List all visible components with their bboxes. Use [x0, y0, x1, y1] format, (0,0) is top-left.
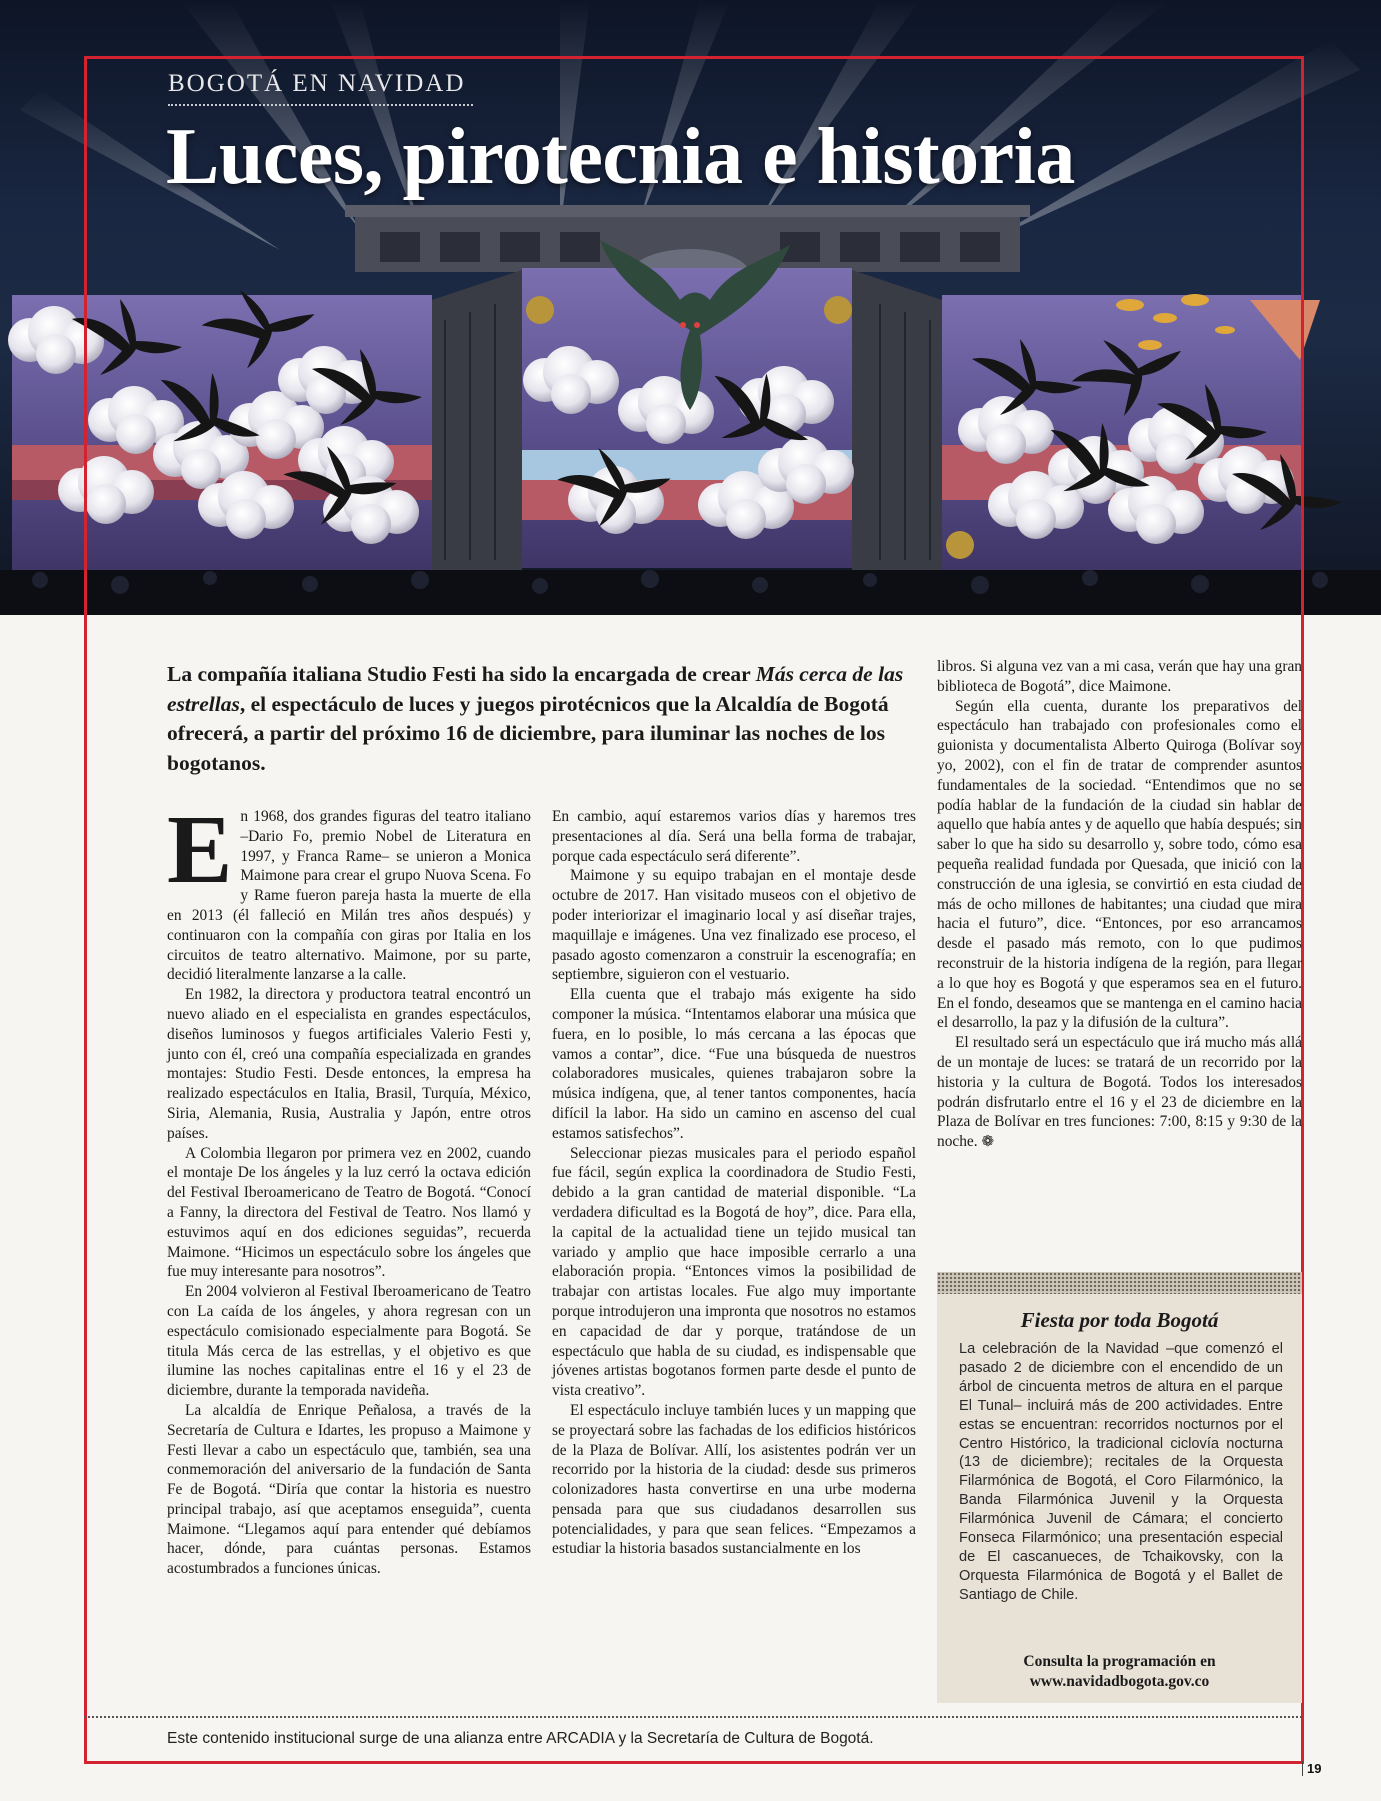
- article-paragraph: Ella cuenta que el trabajo más exigente ha sido componer la música. “Intentamos elaborar una música que fuera, en lo posible, lo más cercana a las épocas que vamos a contar”, dice. “Fue una búsqueda de nuestros colaboradores musicales, quienes trabajaron sobre la música indígena, que, al tener tantos componentes, hacía difícil la labor. Ha sido un camino en ascenso del cual estamos satisfechos”.: [552, 986, 916, 1142]
- sidebar-cta-line: Consulta la programación en: [1023, 1653, 1216, 1670]
- article-paragraph: En cambio, aquí estaremos varios días y haremos tres presentaciones al día. Será una bella forma de trabajar, porque cada espectáculo será diferente”.: [552, 808, 916, 865]
- lead-text-1: La compañía italiana Studio Festi ha sido la encargada de crear: [167, 662, 756, 686]
- article-paragraph: A Colombia llegaron por primera vez en 2002, cuando el montaje De los ángeles y la luz cerró la octava edición del Festival Iberoamericano de Teatro de Bogotá. “Conocí a Fanny, la directora del Festival de Teatro. Nos llamó y estuvimos aquí en dos ediciones seguidas”, recuerda Maimone. “Hicimos un espectáculo sobre los ángeles que fue muy interesante para nosotros”.: [167, 1144, 531, 1281]
- article-paragraph: En 1982, la directora y productora teatral encontró un nuevo aliado en el especialista en grandes espectáculos, diseños luminosos y fuegos artificiales Valerio Festi y, junto con él, creó una compañía especializada en grandes montajes: Studio Festi. Desde entonces, la empresa ha realizado espectáculos en Italia, Brasil, Turquía, México, Siria, Alemania, Rusia, Australia y Japón, entre otros países.: [167, 986, 531, 1142]
- article-paragraph: libros. Si alguna vez van a mi casa, verán que hay una gran biblioteca de Bogotá”, dice Maimone.: [937, 658, 1302, 695]
- sidebar-cta-url: www.navidadbogota.gov.co: [1029, 1673, 1210, 1690]
- headline: Luces, pirotecnia e historia: [166, 113, 1075, 201]
- article-paragraph: En 2004 volvieron al Festival Iberoamericano de Teatro con La caída de los ángeles, y ahora regresan con un espectáculo comisionado especialmente para Bogotá. Se titula Más cerca de las estrellas, y el objetivo es que ilumine las noches capitalinas entre el 16 y el 23 de diciembre, durante la temporada navideña.: [167, 1283, 531, 1400]
- end-mark-icon: ❁: [981, 1134, 995, 1151]
- article-paragraph: La alcaldía de Enrique Peñalosa, a través de la Secretaría de Cultura e Idartes, les propuso a Maimone y Festi llevar a cabo un espectáculo que, también, sea una conmemoración del aniversario de la fundación de Santa Fe de Bogotá. “Diría que contar la historia es nuestro principal trabajo, así que aceptamos enseguida”, cuenta Maimone. “Llegamos aquí para entender qué debíamos hacer, dónde, para cuántas personas. Estamos acostumbrados a funciones únicas.: [167, 1401, 531, 1578]
- sidebar-body: La celebración de la Navidad –que comenzó el pasado 2 de diciembre con el encendido de un árbol de cincuenta metros de altura en el parque El Tunal– incluirá más de 200 actividades. Entre estas se encuentran: recorridos nocturnos por el Centro Histórico, la tradicional ciclovía nocturna (13 de diciembre); recitales de la Orquesta Filarmónica de Bogotá, el Coro Filarmónico, la Banda Filarmónica Juvenil y la Orquesta Filarmónica Juvenil de Cámara; el concierto Fonseca Filarmónico; una presentación especial de El cascanueces, de Tchaikovsky, con la Orquesta Filarmónica de Bogotá y el Ballet de Santiago de Chile.: [959, 1341, 1283, 1603]
- article-column-1: [167, 796, 531, 1579]
- sidebar-box: [937, 1272, 1302, 1703]
- drop-cap: E: [167, 796, 233, 904]
- lead-paragraph: [167, 660, 922, 778]
- footer-note: Este contenido institucional surge de una alianza entre ARCADIA y la Secretaría de Cultura de Bogotá.: [167, 1730, 874, 1747]
- article-column-3: [937, 657, 1302, 1153]
- kicker-dotted-rule: [168, 104, 473, 106]
- hero-photo: [0, 0, 1381, 615]
- lead-title-italic: Más cerca de las estrellas: [167, 662, 904, 716]
- article-paragraph: El espectáculo incluye también luces y un mapping que se proyectará sobre las fachadas de los edificios históricos de la Plaza de Bolívar. Allí, los asistentes podrán ver un recorrido por la historia de la ciudad: desde sus primeros colonizadores hasta convertirse en una urbe moderna pensada para que sus ciudadanos desarrollen sus potencialidades, y para que sean felices. “Empezamos a estudiar la historia basados sustancialmente en los: [552, 1401, 916, 1558]
- sidebar-halftone-bar: [937, 1272, 1302, 1294]
- article-paragraph: Seleccionar piezas musicales para el periodo español fue fácil, según explica la coordinadora de Studio Festi, debido a la gran cantidad de material disponible. “La verdadera dificultad es la Bogotá de hoy”, dice. Para ella, la capital de la actualidad tiene un tejido musical tan variado y amplio que hace imposible cerrarlo a una elaboración propia. “Entonces vimos la posibilidad de trabajar con artistas locales. Fue algo muy importante porque introdujeron una impronta que nosotros no estamos en capacidad de dar y porque, tratándose de un espectáculo que habla de su ciudad, es indispensable que jóvenes artistas bogotanos formen parte desde el punto de vista creativo”.: [552, 1144, 916, 1400]
- article-paragraph: En 1968, dos grandes figuras del teatro italiano –Dario Fo, premio Nobel de Literatura en 1997, y Franca Rame– se unieron a Monica Maimone para crear el grupo Nuova Scena. Fo y Rame fueron pareja hasta la muerte de ella en 2013 (él falleció en Milán tres años después) y continuaron con la compañía con giras por Italia en los circuitos de teatro alternativo. Maimone, por su parte, decidió literalmente lanzarse a la calle.: [167, 796, 531, 984]
- section-kicker: BOGOTÁ EN NAVIDAD: [168, 70, 466, 97]
- footer-dotted-rule: [84, 1716, 1302, 1718]
- sidebar-cta: [937, 1652, 1302, 1692]
- article-paragraph: Maimone y su equipo trabajan en el montaje desde octubre de 2017. Han visitado museos con el objetivo de poder interiorizar el imaginario local y así diseñar trajes, maquillaje e imágenes. Una vez finalizado ese proceso, el pasado agosto comenzaron a construir la escenografía; en septiembre, siguieron con el vestuario.: [552, 867, 916, 984]
- article-paragraph: Según ella cuenta, durante los preparativos del espectáculo han trabajado con profesionales como el guionista y documentalista Alberto Quiroga (Bolívar soy yo, 2002), con el fin de tratar de comprender asuntos fundamentales de la sociedad. “Entendimos que no se podía hablar de la fundación de la ciudad sin hablar de aquello que había antes y de aquello que había después; sin saber lo que ha sido su desarrollo y, sobre todo, cómo esa pequeña realidad fundada por Quesada, que inició con la construcción de una iglesia, se convirtió en esta ciudad de más de ocho millones de habitantes; una ciudad que mira hacia el futuro”, dice. “Entonces, por eso arrancamos desde el pasado más remoto, con lo que pudimos reconstruir de la historia indígena de la región, para llegar a lo que hoy es Bogotá y que esperamos sea en el futuro. En el fondo, deseamos que se mantenga en el camino hacia el desarrollo, la paz y la difusión de la cultura”.: [937, 697, 1302, 1032]
- sidebar-title: Fiesta por toda Bogotá: [1020, 1308, 1219, 1332]
- page-number: 19: [1302, 1761, 1321, 1776]
- article-column-2: [552, 807, 916, 1559]
- lead-text-2: , el espectáculo de luces y juegos pirotécnicos que la Alcaldía de Bogotá ofrecerá, a partir del próximo 16 de diciembre, para iluminar las noches de los bogotanos.: [167, 691, 889, 775]
- article-paragraph: El resultado será un espectáculo que irá mucho más allá de un montaje de luces: se tratará de un recorrido por la historia y la cultura de Bogotá. Todos los interesados podrán disfrutarlo entre el 16 y el 23 de diciembre en la Plaza de Bolívar en tres funciones: 7:00, 8:15 y 9:30 de la noche. ❁: [937, 1034, 1302, 1151]
